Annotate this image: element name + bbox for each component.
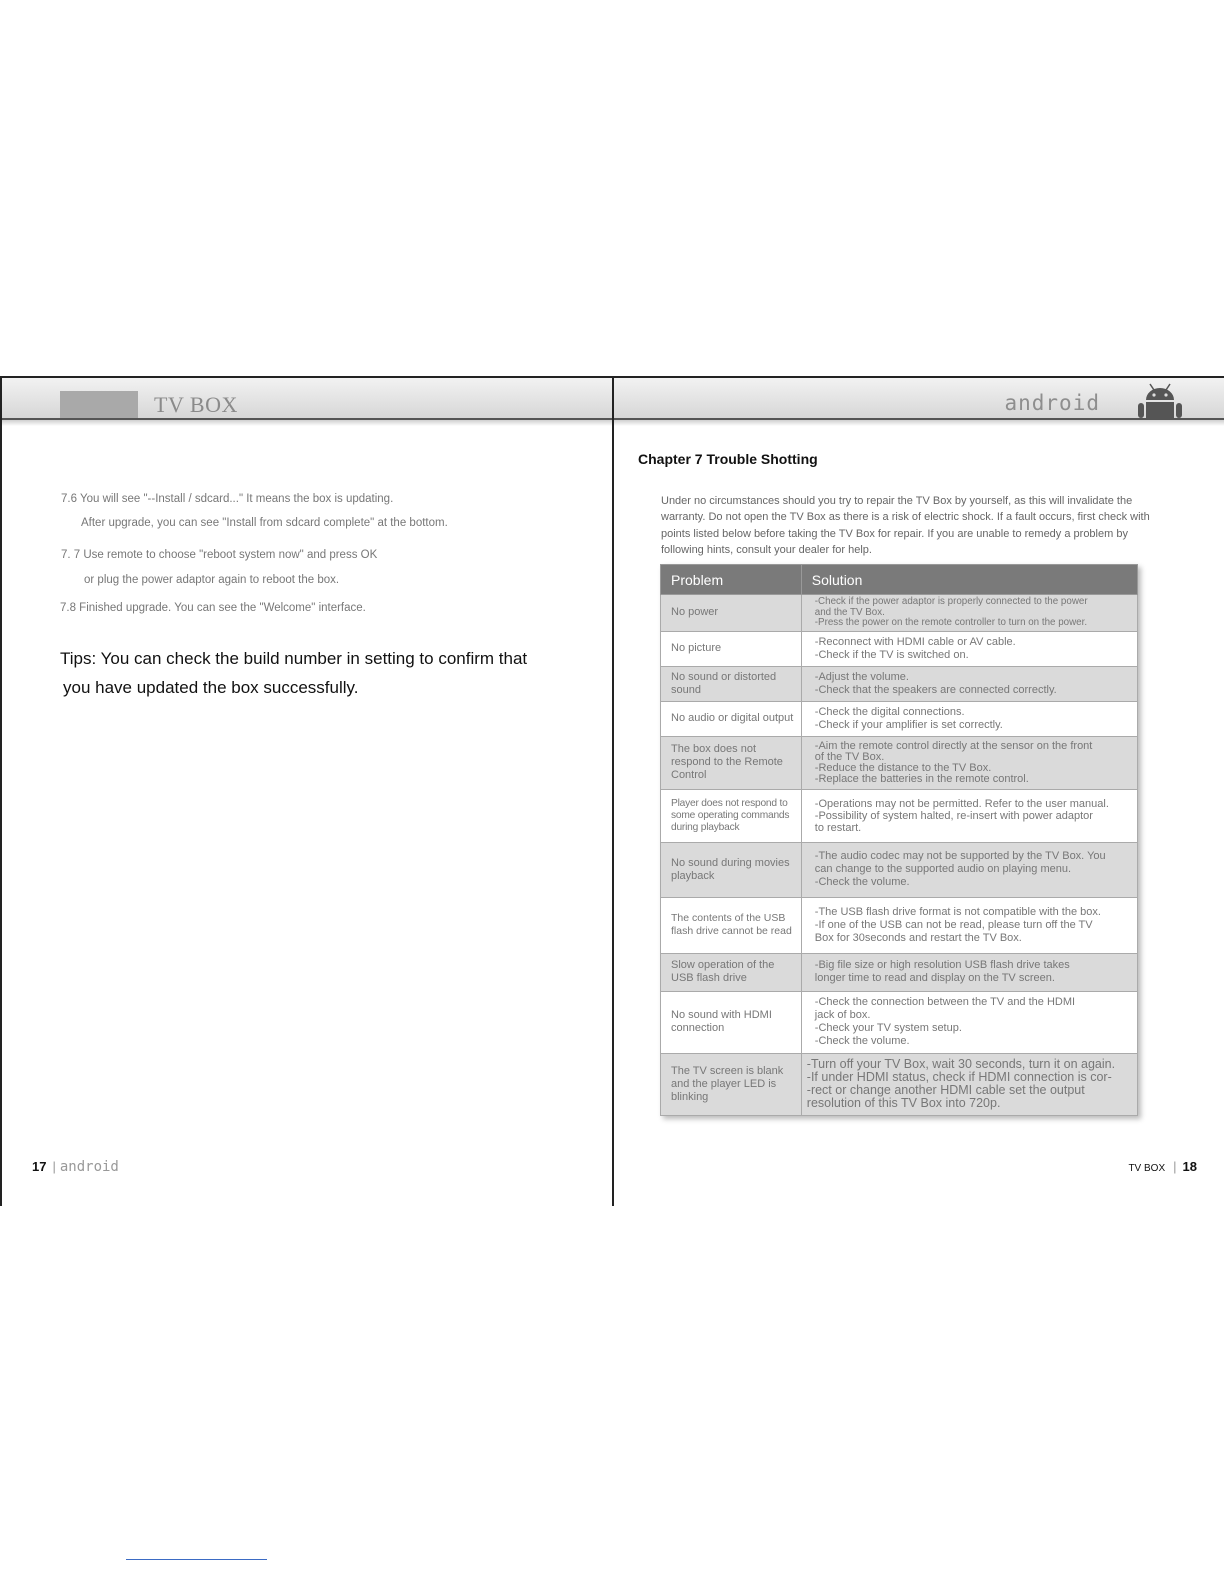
step-7-6: 7.6 You will see "--Install / sdcard..." It means the box is updating. — [61, 493, 394, 505]
solution-cell: -Check the connection between the TV and the HDMI jack of box. -Check your TV system setup. -Check the volume. — [801, 991, 1137, 1053]
solution-cell: -Big file size or high resolution USB flash drive takes longer time to read and display on the TV screen. — [801, 953, 1137, 991]
header-shadow — [2, 420, 612, 426]
problem-cell: No sound with HDMI connection — [661, 991, 802, 1053]
table-row — [661, 701, 1138, 736]
right-footer — [1128, 1159, 1197, 1174]
solution-cell: -Operations may not be permitted. Refer to the user manual. -Possibility of system halted, re-insert with power adaptor to restart. — [801, 789, 1137, 842]
step-7-7: 7. 7 Use remote to choose "reboot system now" and press OK — [61, 549, 378, 561]
table-row — [661, 1053, 1138, 1115]
left-footer — [32, 1159, 119, 1175]
table-row — [661, 991, 1138, 1053]
header-brand: android — [1004, 391, 1100, 415]
problem-cell: The TV screen is blank and the player LED is blinking — [661, 1053, 802, 1115]
footer-brand: android — [59, 1159, 119, 1175]
table-row — [661, 789, 1138, 842]
right-page — [612, 376, 1224, 1206]
header-tab-block — [60, 391, 138, 418]
footer-label: TV BOX — [1128, 1163, 1166, 1174]
problem-cell: The contents of the USB flash drive cannot be read — [661, 897, 802, 953]
step-7-8: 7.8 Finished upgrade. You can see the "Welcome" interface. — [60, 602, 366, 614]
right-header-bar — [614, 378, 1224, 420]
solution-cell: -Turn off your TV Box, wait 30 seconds, turn it on again. -If under HDMI status, check if HDMI connection is cor- -rect or change another HDMI cable set the output resolution of this TV Box into 720p. — [801, 1053, 1137, 1115]
bottom-rule — [126, 1559, 267, 1560]
table-row — [661, 842, 1138, 897]
table-row — [661, 953, 1138, 991]
trouble-shooting-table — [660, 564, 1138, 1116]
left-page-number: 17 — [32, 1159, 47, 1174]
left-page — [0, 376, 612, 1206]
solution-cell: -Adjust the volume. -Check that the speakers are connected correctly. — [801, 666, 1137, 701]
table-row — [661, 736, 1138, 789]
step-7-6-detail: After upgrade, you can see "Install from sdcard complete" at the bottom. — [81, 517, 448, 529]
footer-separator: | — [1173, 1159, 1177, 1174]
step-7-7-detail: or plug the power adaptor again to reboot the box. — [84, 574, 340, 586]
tips-line-2: you have updated the box successfully. — [63, 678, 359, 697]
header-title: TV BOX — [154, 392, 238, 417]
solution-cell: -The USB flash drive format is not compatible with the box. -If one of the USB can not be read, please turn off the TV Box for 30seconds and restart the TV Box. — [801, 897, 1137, 953]
header-shadow — [614, 420, 1224, 426]
solution-cell: -The audio codec may not be supported by the TV Box. You can change to the supported audio on playing menu. -Check the volume. — [801, 842, 1137, 897]
intro-paragraph: Under no circumstances should you try to repair the TV Box by yourself, as this will invalidate the warranty. Do not open the TV Box as there is a risk of electric shock. If a fault occurs, first check with points listed below before taking the TV Box for repair. If you are unable to remedy a problem by following hints, consult your dealer for help. — [661, 495, 1150, 556]
right-page-number: 18 — [1182, 1159, 1197, 1174]
problem-cell: No picture — [661, 631, 802, 666]
table-row — [661, 595, 1138, 632]
manual-spread — [0, 376, 1224, 1206]
problem-cell: No sound during movies playback — [661, 842, 802, 897]
problem-cell: Slow operation of the USB flash drive — [661, 953, 802, 991]
problem-cell: No audio or digital output — [661, 701, 802, 736]
solution-cell: -Aim the remote control directly at the sensor on the front of the TV Box. -Reduce the distance to the TV Box. -Replace the batteries in the remote control. — [801, 736, 1137, 789]
tips-note — [60, 644, 560, 702]
table-row — [661, 666, 1138, 701]
problem-cell: No power — [661, 595, 802, 632]
solution-cell: -Check the digital connections. -Check if your amplifier is set correctly. — [801, 701, 1137, 736]
left-header-bar — [2, 378, 612, 420]
problem-cell: The box does not respond to the Remote Control — [661, 736, 802, 789]
footer-separator: | — [52, 1159, 56, 1174]
solution-cell: -Check if the power adaptor is properly connected to the power and the TV Box. -Press the power on the remote controller to turn on the power. — [801, 595, 1137, 632]
table-row — [661, 897, 1138, 953]
chapter-title: Chapter 7 Trouble Shotting — [638, 451, 818, 467]
table-row — [661, 631, 1138, 666]
column-header-problem: Problem — [661, 565, 802, 595]
android-robot-icon — [1134, 382, 1186, 418]
solution-cell: -Reconnect with HDMI cable or AV cable. -Check if the TV is switched on. — [801, 631, 1137, 666]
problem-cell: No sound or distorted sound — [661, 666, 802, 701]
column-header-solution: Solution — [801, 565, 1137, 595]
problem-cell: Player does not respond to some operating commands during playback — [661, 789, 802, 842]
tips-line-1: Tips: You can check the build number in setting to confirm that — [60, 649, 528, 668]
